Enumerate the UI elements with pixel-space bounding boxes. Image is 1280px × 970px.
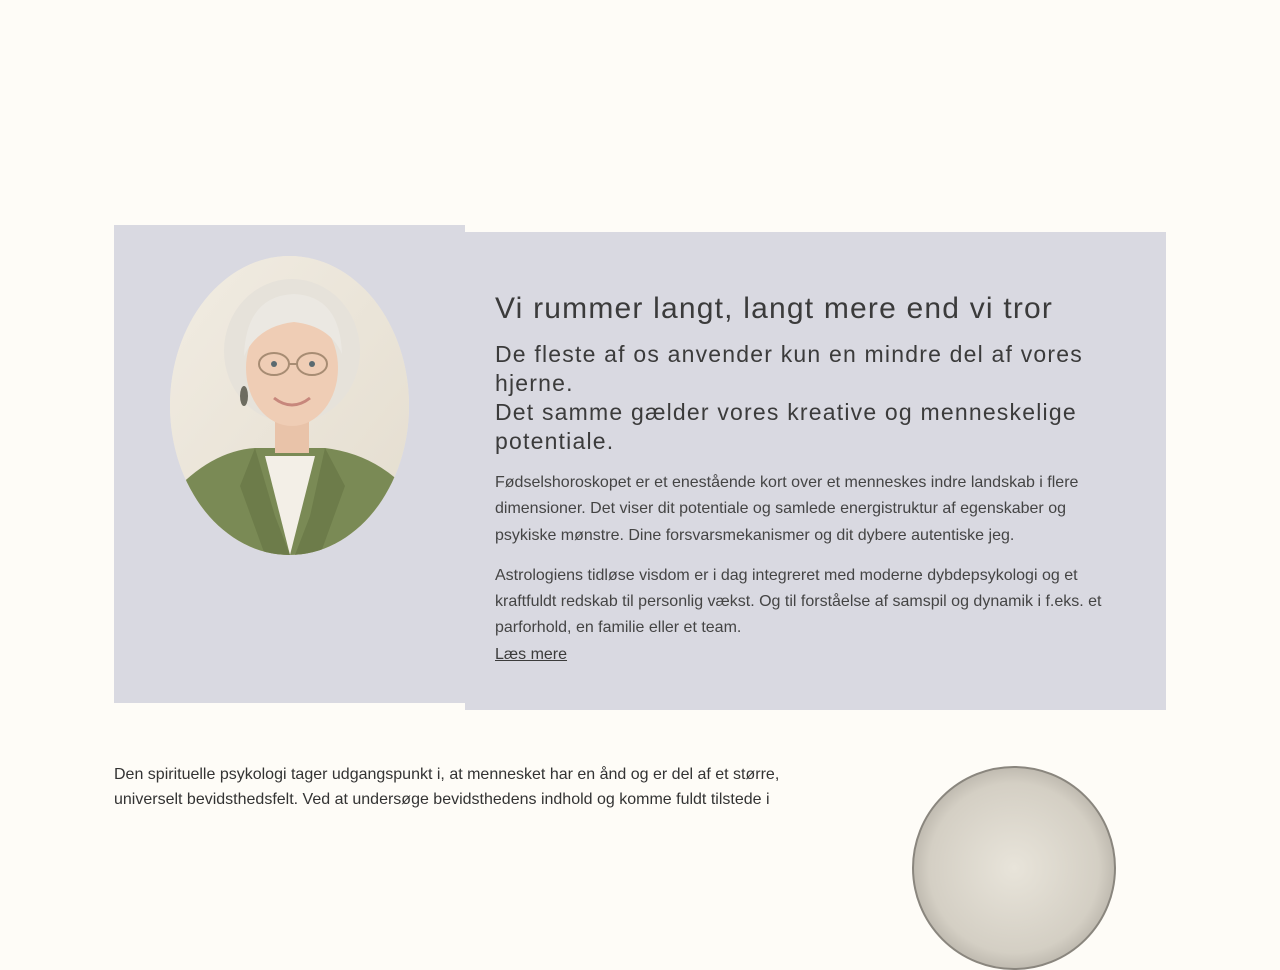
read-more-link[interactable]: Læs mere	[495, 645, 568, 663]
subheadline-line-2: Det samme gælder vores kreative og menneskelige potentiale.	[495, 399, 1077, 454]
intro-paragraph-1: Fødselshoroskopet er et enestående kort over et menneskes indre landskab i flere dimensioner. Det viser dit potentiale og samlede energistruktur af egenskaber og psykiske mønstre. Dine forsvarsmekanismer og dit dybere autentiske jeg.	[495, 474, 1079, 544]
astrology-wheel-image	[912, 766, 1116, 970]
page-headline: Vi rummer langt, langt mere end vi tror	[495, 292, 1054, 325]
intro-content	[495, 290, 1115, 668]
spiritual-psychology-text	[114, 762, 794, 812]
portrait-panel	[114, 225, 465, 703]
subheadline-line-1: De fleste af os anvender kun en mindre del af vores hjerne.	[495, 341, 1083, 396]
spiritual-psychology-paragraph: Den spirituelle psykologi tager udgangspunkt i, at mennesket har en ånd og er del af et større, universelt bevidsthedsfelt. Ved at undersøge bevidsthedens indhold og komme fuldt tilstede i	[114, 766, 780, 808]
portrait-image	[170, 256, 409, 555]
intro-panel	[465, 232, 1166, 710]
intro-paragraph-2: Astrologiens tidløse visdom er i dag integreret med moderne dybdepsykologi og et kraftfuldt redskab til personlig vækst. Og til forståelse af samspil og dynamik i f.eks. et parforhold, en familie eller et team.	[495, 566, 1102, 637]
subheadline	[495, 340, 1115, 456]
